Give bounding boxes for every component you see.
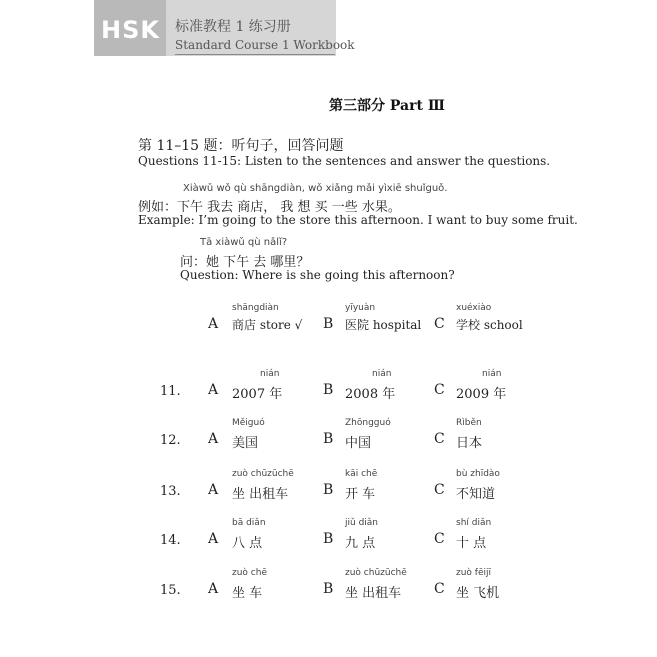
question-number: 15. [160,583,181,598]
option-pinyin: zuò fēijī [456,568,492,578]
option-pinyin: bù zhīdào [456,469,500,479]
option-text: 九 点 [345,536,376,551]
option-letter: A [208,382,219,398]
option-text: 美国 [232,436,259,451]
option-text: 医院 hospital [345,318,422,332]
option-pinyin: nián [260,369,280,379]
question-number: 11. [160,384,181,399]
option-letter: A [208,431,219,447]
option-pinyin: nián [372,369,392,379]
header-title-cn: 标准教程 1 练习册 [175,19,291,35]
option-text: 八 点 [232,536,263,551]
option-pinyin: zuò chūzūchē [345,568,407,578]
example-sentence: 例如：下午 我去 商店， 我 想 买 一些 水果。 [138,200,401,215]
option-pinyin: nián [482,369,502,379]
hsk-logo: HSK [101,16,160,44]
option-pinyin: yīyuàn [345,303,376,313]
option-letter: B [323,482,334,498]
example-translation: Example: I’m going to the store this afternoon. I want to buy some fruit. [138,213,578,227]
option-pinyin: xuéxiào [456,303,492,313]
option-letter: A [208,482,219,498]
question-number: 13. [160,484,181,499]
option-text: 学校 school [456,318,523,332]
option-pinyin: Rìběn [456,418,482,428]
question-pinyin: Tā xiàwǔ qù nǎlǐ? [200,237,288,248]
section-heading-cn: 第 11–15 题：听句子，回答问题 [138,138,344,154]
option-text: 坐 出租车 [345,586,402,601]
example-pinyin: Xiàwǔ wǒ qù shāngdiàn, wǒ xiǎng mǎi yìxiē shuǐguǒ. [183,183,448,194]
question-number: 12. [160,433,181,448]
option-pinyin: zuò chūzūchē [232,469,294,479]
header-title-en: Standard Course 1 Workbook [175,38,355,52]
option-letter: A [208,581,219,597]
option-pinyin: jiǔ diǎn [345,518,378,528]
example-question-en: Question: Where is she going this afternoon? [180,268,455,282]
option-pinyin: zuò chē [232,568,267,578]
option-text: 开 车 [345,487,376,502]
option-pinyin: Měiguó [232,418,265,428]
option-letter: C [434,431,445,447]
option-letter: C [434,382,445,398]
option-text: 2008 年 [345,387,396,402]
option-pinyin: shí diǎn [456,518,492,528]
part-title: 第三部分 Part Ⅲ [329,98,445,114]
section-heading-en: Questions 11-15: Listen to the sentences and answer the questions. [138,154,551,168]
option-letter: C [434,581,445,597]
option-letter: C [434,482,445,498]
option-text: 不知道 [456,487,496,502]
header-divider [175,54,335,55]
option-letter: C [434,531,445,547]
option-letter: B [323,316,334,332]
option-text: 十 点 [456,536,487,551]
option-text: 2009 年 [456,387,507,402]
option-letter: B [323,581,334,597]
option-pinyin: kāi chē [345,469,378,479]
option-letter: B [323,431,334,447]
option-letter: B [323,382,334,398]
option-letter: A [208,531,219,547]
option-text: 坐 飞机 [456,586,500,601]
option-letter: A [208,316,219,332]
option-text: 2007 年 [232,387,283,402]
option-letter: C [434,316,445,332]
question-number: 14. [160,533,181,548]
option-text: 日本 [456,436,483,451]
option-text: 坐 车 [232,586,263,601]
option-text: 中国 [345,436,372,451]
option-text: 坐 出租车 [232,487,289,502]
option-letter: B [323,531,334,547]
option-pinyin: bā diǎn [232,518,266,528]
option-pinyin: Zhōngguó [345,418,391,428]
option-text: 商店 store √ [232,318,303,332]
example-question: 问：她 下午 去 哪里？ [180,255,310,270]
option-pinyin: shāngdiàn [232,303,279,313]
